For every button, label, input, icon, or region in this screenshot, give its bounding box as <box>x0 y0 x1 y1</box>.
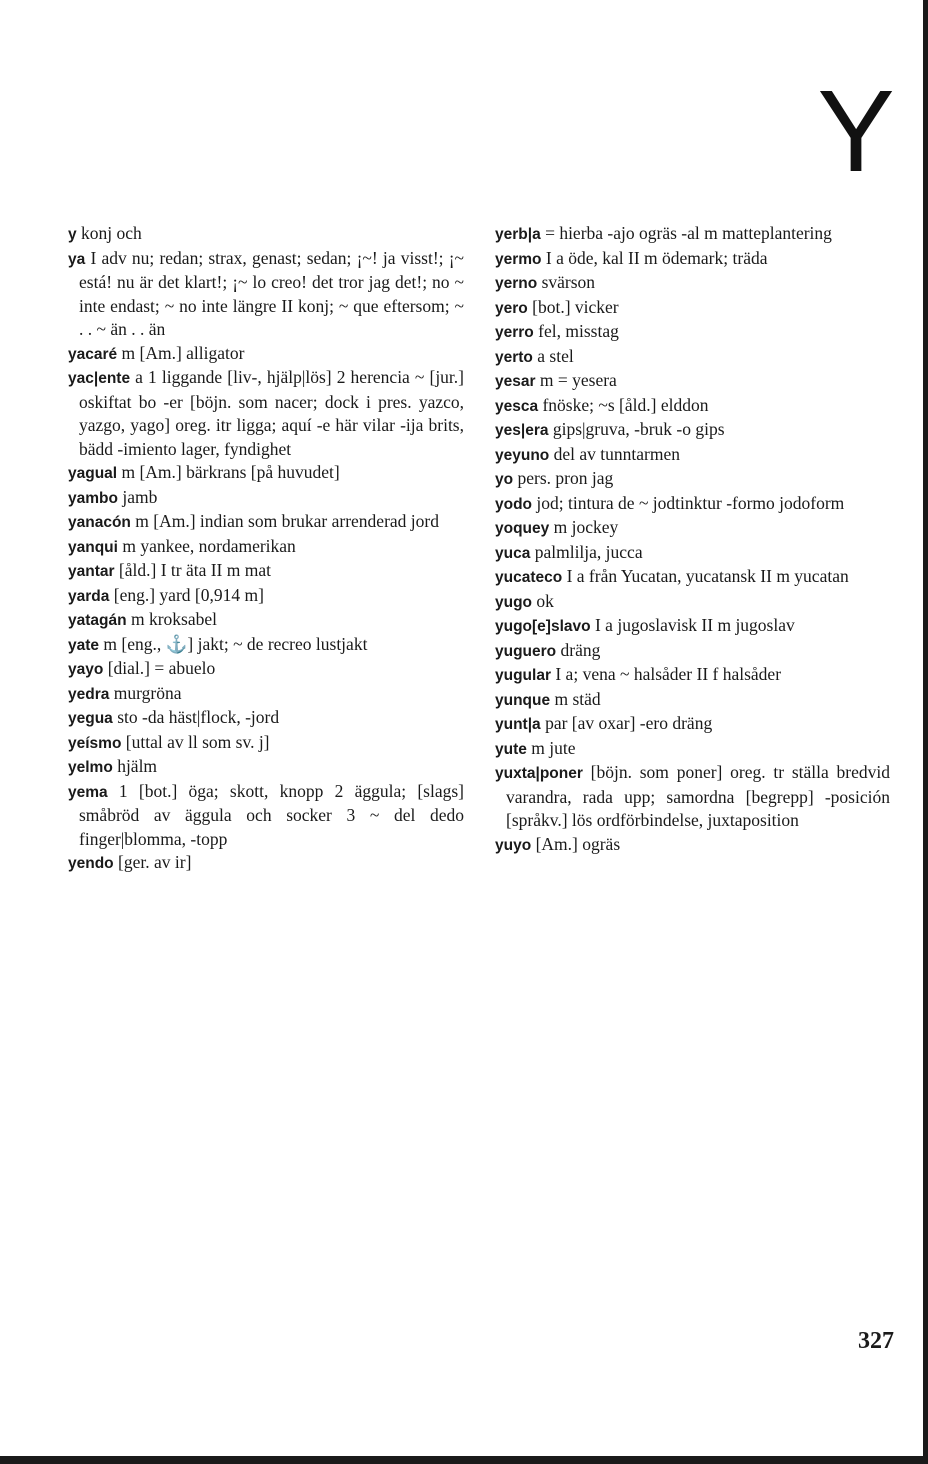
entry-definition: konj och <box>76 223 142 243</box>
entry-headword: yeísmo <box>68 734 122 752</box>
entry-definition: I a från Yucatan, yucatansk II m yucatan <box>562 566 849 586</box>
entry-headword: yerto <box>495 348 533 366</box>
entry-headword: yerb|a <box>495 226 541 243</box>
entry-headword: yero <box>495 299 528 317</box>
entry-definition: m [Am.] indian som brukar arrenderad jord <box>130 511 439 531</box>
entry-definition: I a; vena ~ halsåder II f halsåder <box>550 664 782 684</box>
entry-headword: yantar <box>68 563 115 580</box>
entry-headword: yarda <box>68 587 110 605</box>
entry-headword: yanqui <box>68 538 118 556</box>
dictionary-entry <box>495 394 890 419</box>
entry-headword: ya <box>68 250 86 268</box>
entry-definition: I adv nu; redan; strax, genast; sedan; ¡~! ja visst!; ¡~ está! nu är det klart!; ¡~ lo creo! det tror jag det!; no ~ inte endast; ~ no inte längre II konj; ~ que eftersom; ~ . . ~ än . . än <box>79 247 464 339</box>
entry-headword: yambo <box>68 489 118 507</box>
dictionary-entry <box>495 663 890 688</box>
dictionary-entry <box>495 541 890 566</box>
entry-definition: ok <box>532 590 554 611</box>
entry-definition: m kroksabel <box>126 609 217 629</box>
entry-definition: = hierba -ajo ogräs -al m matteplantering <box>540 223 832 243</box>
entry-headword: yes|era <box>495 422 549 439</box>
entry-definition: del av tunntarmen <box>549 443 680 464</box>
entry-definition: [uttal av ll som sv. j] <box>121 731 270 752</box>
entry-definition: [åld.] I tr äta II m mat <box>114 560 271 580</box>
page-number: 327 <box>858 1328 894 1354</box>
entry-definition: jamb <box>117 486 158 507</box>
entry-headword: yoquey <box>495 520 550 537</box>
entry-headword: yunque <box>495 691 551 709</box>
dictionary-entry <box>495 761 890 833</box>
entry-definition: dräng <box>556 639 601 660</box>
entry-headword: yuca <box>495 544 531 562</box>
entry-definition: sto -da häst|flock, -jord <box>112 707 280 727</box>
left-column <box>68 222 464 876</box>
entry-headword: y <box>68 226 77 243</box>
entry-definition: svärson <box>537 272 596 292</box>
entry-headword: yute <box>495 740 527 758</box>
entry-headword: yuxta|poner <box>495 765 583 782</box>
entry-definition: m = yesera <box>535 370 617 390</box>
entry-headword: yugular <box>495 667 551 684</box>
entry-definition: [böjn. som poner] oreg. tr ställa bredvid varandra, rada upp; samordna [begrepp] -posición [språkv.] lös ordförbindelse, juxtaposition <box>506 762 890 830</box>
entry-definition: m jockey <box>549 517 619 537</box>
dictionary-entry <box>68 731 464 756</box>
entry-headword: yendo <box>68 855 114 872</box>
entry-headword: yelmo <box>68 759 113 776</box>
dictionary-entry <box>495 688 890 713</box>
entry-definition: m [Am.] alligator <box>117 342 245 363</box>
entry-headword: yerno <box>495 275 538 292</box>
dictionary-entry <box>68 780 464 852</box>
dictionary-entry <box>495 712 890 737</box>
entry-definition: fel, misstag <box>533 321 619 341</box>
entry-definition: m [Am.] bärkrans [på huvudet] <box>117 462 340 482</box>
entry-definition: hjälm <box>112 756 158 776</box>
entry-definition: pers. pron jag <box>513 468 614 488</box>
dictionary-entry <box>68 851 464 876</box>
dictionary-entry <box>68 510 464 535</box>
entry-definition: [eng.] yard [0,914 m] <box>109 584 264 605</box>
dictionary-entry <box>68 608 464 633</box>
entry-definition: [bot.] vicker <box>527 296 619 317</box>
dictionary-entry <box>495 345 890 370</box>
dictionary-entry <box>68 682 464 707</box>
entry-headword: yo <box>495 471 514 488</box>
entry-headword: yacaré <box>68 345 118 363</box>
entry-definition: I a öde, kal II m ödemark; träda <box>541 247 768 268</box>
dictionary-entry <box>495 639 890 664</box>
dictionary-entry <box>495 492 890 517</box>
dictionary-entry <box>495 467 890 492</box>
dictionary-entry <box>68 706 464 731</box>
dictionary-entry <box>68 366 464 461</box>
entry-headword: yayo <box>68 661 104 678</box>
entry-definition: [ger. av ir] <box>113 852 192 872</box>
entry-definition: m städ <box>550 688 601 709</box>
entry-definition: fnöske; ~s [åld.] elddon <box>538 394 709 415</box>
dictionary-entry <box>495 271 890 296</box>
dictionary-entry <box>68 584 464 609</box>
dictionary-entry <box>68 657 464 682</box>
entry-headword: yema <box>68 783 108 801</box>
entry-definition: a stel <box>532 345 574 366</box>
entry-headword: yugo[e]slavo <box>495 618 591 635</box>
entry-headword: yuguero <box>495 642 557 660</box>
dictionary-entry <box>495 222 890 247</box>
dictionary-entry <box>495 443 890 468</box>
dictionary-entry <box>68 559 464 584</box>
entry-headword: yermo <box>495 250 542 268</box>
entry-definition: I a jugoslavisk II m jugoslav <box>590 615 795 635</box>
entry-definition: m jute <box>526 737 576 758</box>
entry-definition: [Am.] ogräs <box>531 833 621 854</box>
entry-headword: yac|ente <box>68 370 131 387</box>
entry-definition: 1 [bot.] öga; skott, knopp 2 äggula; [slags] småbröd av äggula och socker 3 ~ del dedo finger|blomma, -topp <box>79 780 464 849</box>
entry-headword: yanacón <box>68 514 131 531</box>
dictionary-entry <box>68 755 464 780</box>
dictionary-entry <box>495 296 890 321</box>
dictionary-entry <box>68 342 464 367</box>
entry-headword: yagual <box>68 465 118 482</box>
dictionary-entry <box>495 614 890 639</box>
entry-headword: yugo <box>495 593 533 611</box>
dictionary-entry <box>495 247 890 272</box>
entry-headword: yegua <box>68 710 113 727</box>
entry-headword: yatagán <box>68 612 127 629</box>
page-edge-bottom <box>0 1456 928 1464</box>
dictionary-entry <box>495 320 890 345</box>
dictionary-entry <box>495 418 890 443</box>
entry-headword: yunt|a <box>495 716 541 733</box>
entry-definition: murgröna <box>109 682 182 703</box>
entry-headword: yedra <box>68 685 110 703</box>
entry-headword: yeyuno <box>495 446 550 464</box>
dictionary-entry <box>495 516 890 541</box>
entry-definition: [dial.] = abuelo <box>103 658 216 678</box>
dictionary-entry <box>495 590 890 615</box>
entry-definition: jod; tintura de ~ jodtinktur -formo jodoform <box>532 492 845 513</box>
dictionary-entry <box>68 535 464 560</box>
entry-headword: yerro <box>495 324 534 341</box>
entry-headword: yesar <box>495 373 536 390</box>
right-column <box>495 222 890 857</box>
dictionary-entry <box>495 833 890 858</box>
entry-definition: par [av oxar] -ero dräng <box>540 713 713 733</box>
page-edge-right <box>923 0 928 1464</box>
entry-headword: yucateco <box>495 569 563 586</box>
dictionary-entry <box>495 369 890 394</box>
entry-definition: palmlilja, jucca <box>530 541 643 562</box>
entry-headword: yesca <box>495 397 539 415</box>
dictionary-entry <box>495 565 890 590</box>
entry-definition: a 1 liggande [liv-, hjälp|lös] 2 herencia ~ [jur.] oskiftat bo -er [böjn. som nacer; dock i pres. yazco, yazgo, yago] oreg. itr ligga; aquí -e här vilar -ija brits, bädd -imiento lager, fyndighet <box>79 367 464 459</box>
dictionary-entry <box>68 486 464 511</box>
entry-definition: gips|gruva, -bruk -o gips <box>548 419 725 439</box>
section-letter: Y <box>817 66 895 196</box>
entry-headword: yuyo <box>495 836 532 854</box>
entry-definition: m yankee, nordamerikan <box>117 535 296 556</box>
entry-headword: yate <box>68 636 100 654</box>
dictionary-entry <box>495 737 890 762</box>
dictionary-entry <box>68 461 464 486</box>
dictionary-entry <box>68 247 464 342</box>
dictionary-entry <box>68 222 464 247</box>
entry-definition: m [eng., ⚓] jakt; ~ de recreo lustjakt <box>99 633 368 654</box>
dictionary-entry <box>68 633 464 658</box>
entry-headword: yodo <box>495 495 533 513</box>
